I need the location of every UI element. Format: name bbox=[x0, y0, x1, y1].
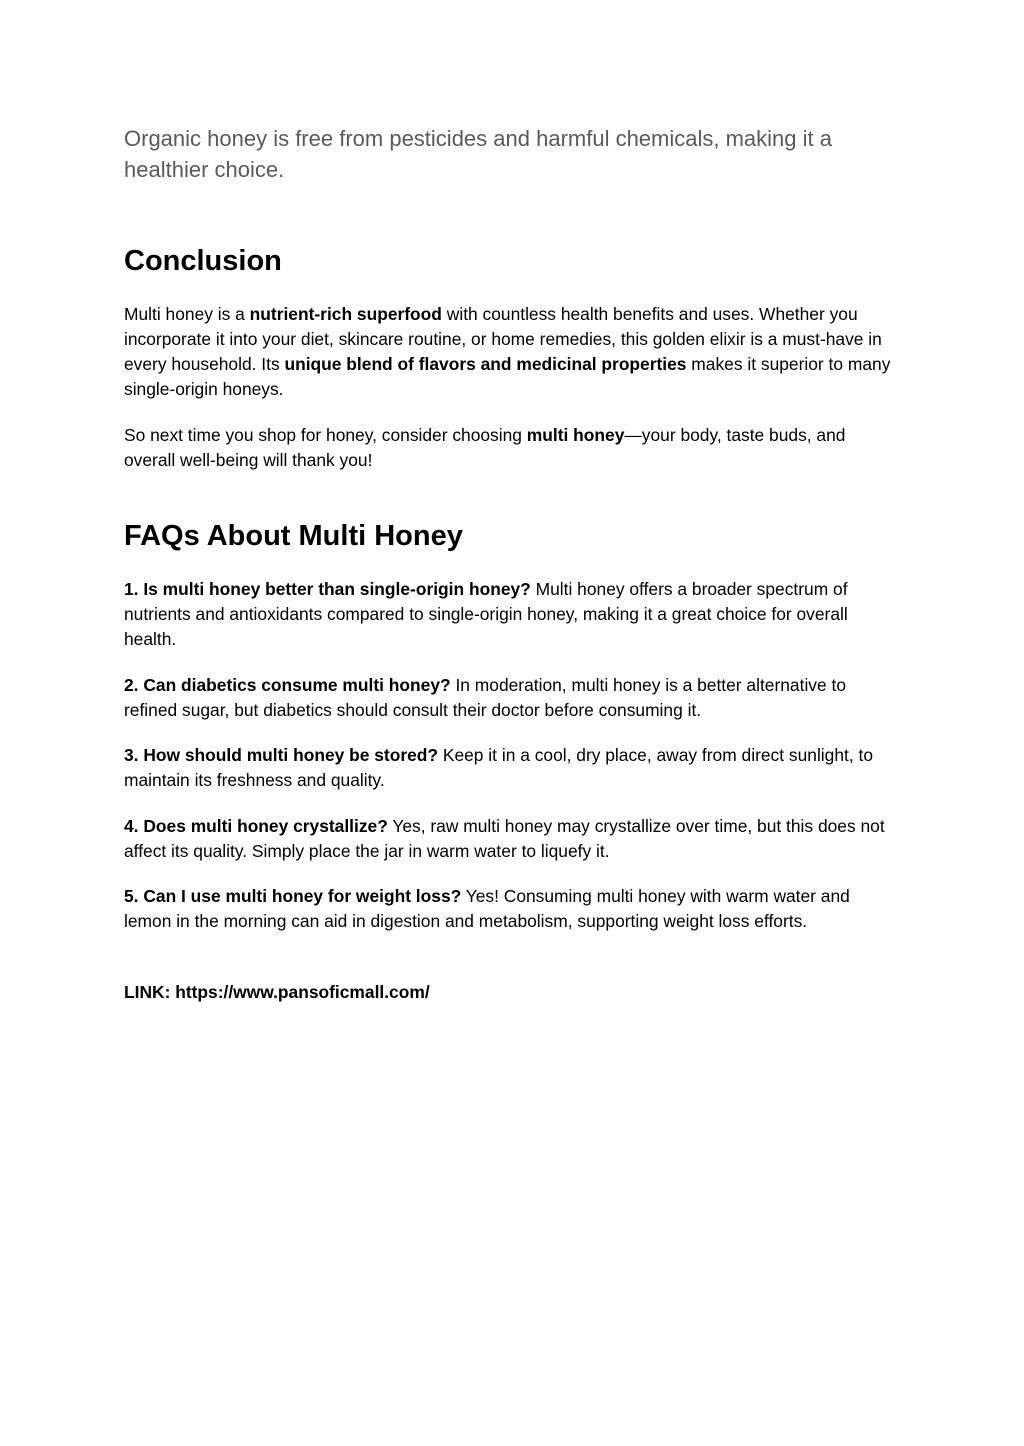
faq-answer: Yes! Consuming multi honey with warm water and lemon in the morning can aid in digestion and metabolism, supporting weight loss efforts. bbox=[124, 886, 850, 931]
faq-item bbox=[124, 743, 900, 793]
faq-item bbox=[124, 577, 900, 652]
faq-item bbox=[124, 673, 900, 723]
bold-text: unique blend of flavors and medicinal properties bbox=[284, 354, 687, 374]
faq-question: 4. Does multi honey crystallize? bbox=[124, 816, 388, 836]
bold-text: multi honey bbox=[526, 425, 625, 445]
faq-question: 1. Is multi honey better than single-origin honey? bbox=[124, 579, 531, 599]
conclusion-heading: Conclusion bbox=[124, 245, 282, 277]
text-run: —your body, taste buds, and overall well-being will thank you! bbox=[124, 425, 846, 470]
faq-item bbox=[124, 884, 900, 934]
faqs-heading: FAQs About Multi Honey bbox=[124, 520, 463, 552]
text-run: makes it superior to many single-origin honeys. bbox=[124, 354, 891, 399]
link-line bbox=[124, 980, 900, 1005]
faq-question: 3. How should multi honey be stored? bbox=[124, 745, 439, 765]
text-run: Multi honey is a bbox=[124, 304, 250, 324]
faq-answer: In moderation, multi honey is a better alternative to refined sugar, but diabetics should consult their doctor before consuming it. bbox=[124, 675, 847, 720]
faq-answer: Multi honey offers a broader spectrum of nutrients and antioxidants compared to single-origin honey, making it a great choice for overall health. bbox=[124, 579, 848, 649]
faq-question: 5. Can I use multi honey for weight loss? bbox=[124, 886, 462, 906]
conclusion-paragraph-1 bbox=[124, 302, 900, 402]
conclusion-paragraph-2 bbox=[124, 423, 900, 473]
intro-paragraph: Organic honey is free from pesticides and harmful chemicals, making it a healthier choice. bbox=[124, 126, 832, 182]
link-url[interactable]: https://www.pansoficmall.com/ bbox=[175, 982, 430, 1002]
link-label: LINK: bbox=[124, 982, 176, 1002]
text-run: with countless health benefits and uses. Whether you incorporate it into your diet, skincare routine, or home remedies, this golden elixir is a must-have in every household. Its bbox=[124, 304, 882, 374]
faq-answer: Keep it in a cool, dry place, away from direct sunlight, to maintain its freshness and quality. bbox=[124, 745, 874, 790]
faq-item bbox=[124, 814, 900, 864]
faq-question: 2. Can diabetics consume multi honey? bbox=[124, 675, 451, 695]
bold-text: nutrient-rich superfood bbox=[249, 304, 442, 324]
faq-answer: Yes, raw multi honey may crystallize over time, but this does not affect its quality. Simply place the jar in warm water to liquefy it. bbox=[124, 816, 885, 861]
text-run: So next time you shop for honey, consider choosing bbox=[124, 425, 527, 445]
